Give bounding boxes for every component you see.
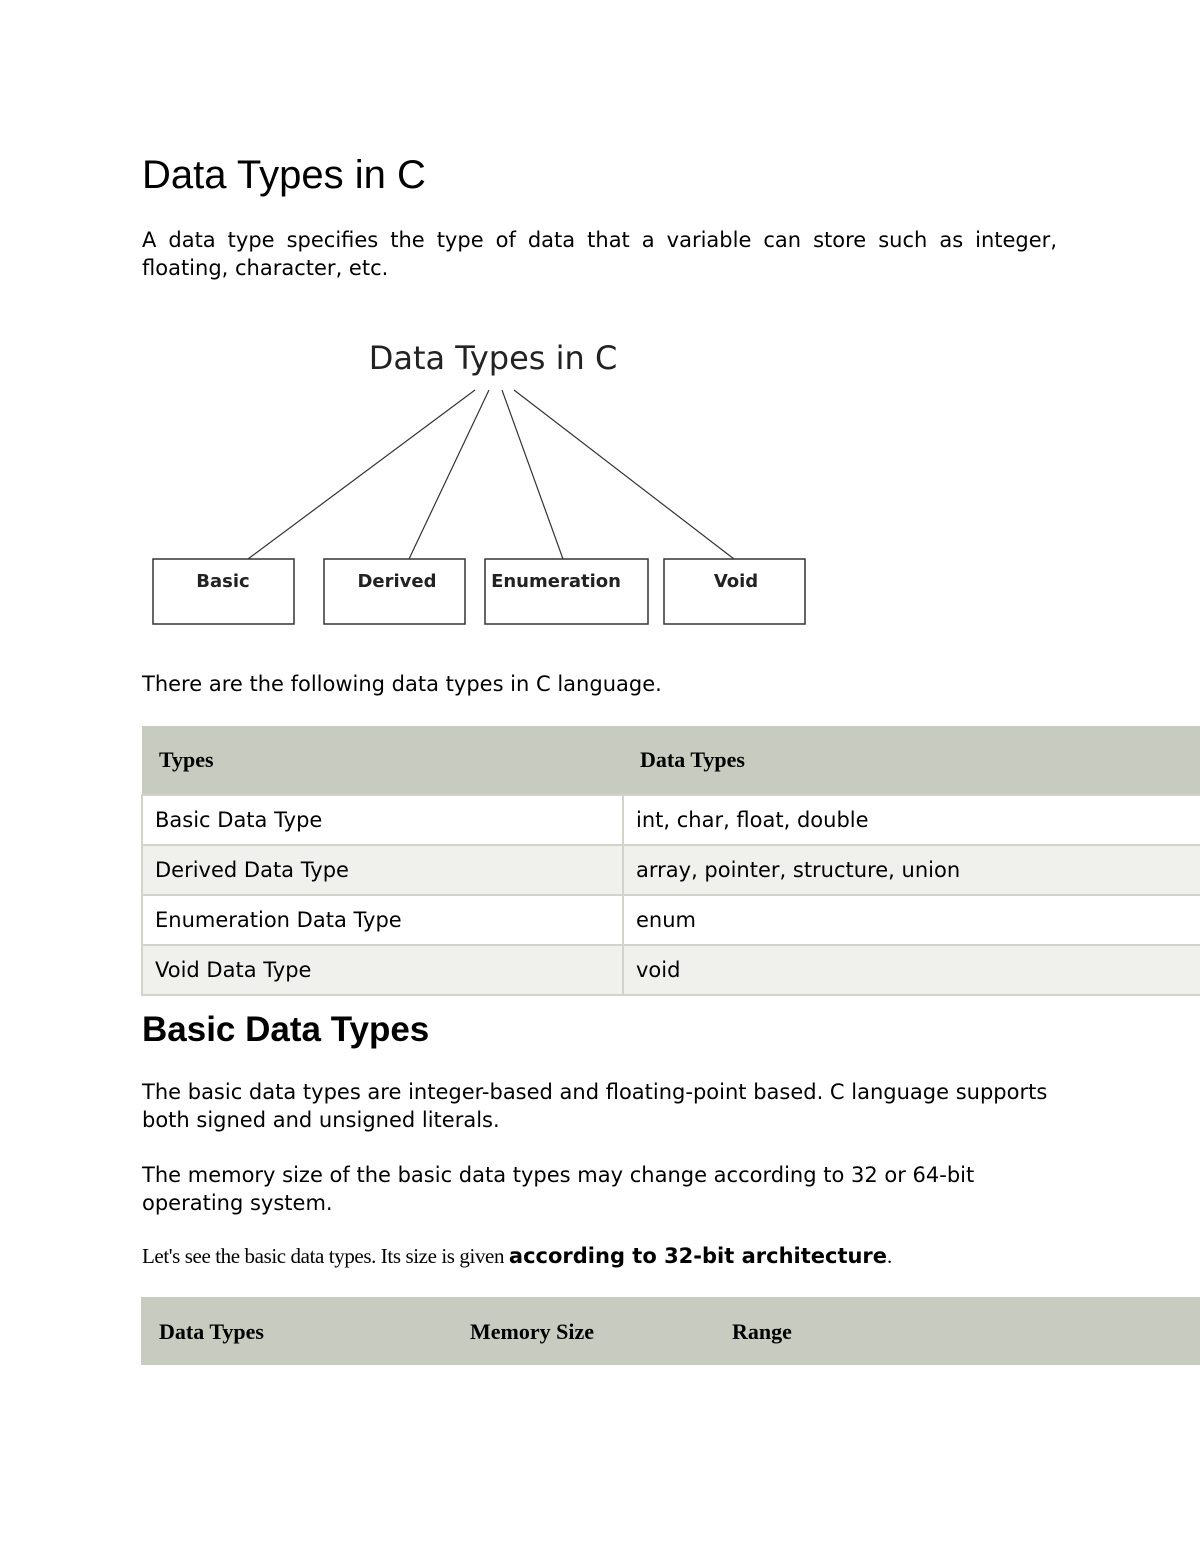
table-row: [142, 895, 1200, 945]
diagram-child-enumeration: Enumeration: [491, 571, 621, 592]
types-table: [141, 726, 1200, 996]
diagram-child-derived: Derived: [357, 571, 437, 592]
intro-paragraph: A data type specifies the type of data that a variable can store such as integer, floating, character, etc.: [142, 228, 1057, 280]
diagram-child-void: Void: [713, 571, 759, 592]
table-cell: Derived Data Type: [142, 845, 623, 895]
para3-lead: Let's see the basic data types. Its size is given: [142, 1244, 509, 1268]
table-cell: int, char, float, double: [623, 795, 1200, 845]
page-title: Data Types in C: [142, 153, 426, 197]
diagram-root-label: Data Types in C: [368, 339, 618, 377]
list-intro: There are the following data types in C language.: [142, 672, 662, 696]
table-row: [142, 845, 1200, 895]
header-range: Range: [732, 1319, 792, 1344]
section-heading-basic-data-types: Basic Data Types: [142, 1010, 430, 1049]
header-memory-size: Memory Size: [470, 1319, 594, 1344]
header-data-types: Data Types: [623, 726, 1200, 795]
basic-paragraph-1: The basic data types are integer-based and floating-point based. C language supports both signed and unsigned literals.: [142, 1080, 1048, 1132]
table-row: [142, 945, 1200, 995]
table-cell: Enumeration Data Type: [142, 895, 623, 945]
para3-emphasis: according to 32-bit architecture: [508, 1244, 888, 1268]
data-types-diagram: [140, 330, 820, 630]
basic-types-table-header: [141, 1297, 1200, 1365]
table-cell: void: [623, 945, 1200, 995]
header-types: Types: [142, 726, 623, 795]
diagram-connectors: [248, 390, 734, 559]
types-table-header: [142, 726, 1200, 795]
diagram-boxes: [153, 559, 805, 624]
connector-derived: [409, 390, 489, 559]
diagram-child-basic: Basic: [196, 571, 250, 592]
table-cell: Basic Data Type: [142, 795, 623, 845]
table-cell: array, pointer, structure, union: [623, 845, 1200, 895]
basic-paragraph-2: The memory size of the basic data types may change according to 32 or 64-bit operating system.: [142, 1163, 975, 1215]
table-cell: Void Data Type: [142, 945, 623, 995]
table-cell: enum: [623, 895, 1200, 945]
para3-tail: .: [887, 1244, 892, 1268]
basic-paragraph-3: [142, 1242, 1072, 1270]
connector-enumeration: [502, 390, 563, 559]
connector-void: [514, 390, 734, 559]
table-row: [142, 795, 1200, 845]
connector-basic: [248, 390, 475, 559]
header-data-types: Data Types: [159, 1319, 264, 1344]
